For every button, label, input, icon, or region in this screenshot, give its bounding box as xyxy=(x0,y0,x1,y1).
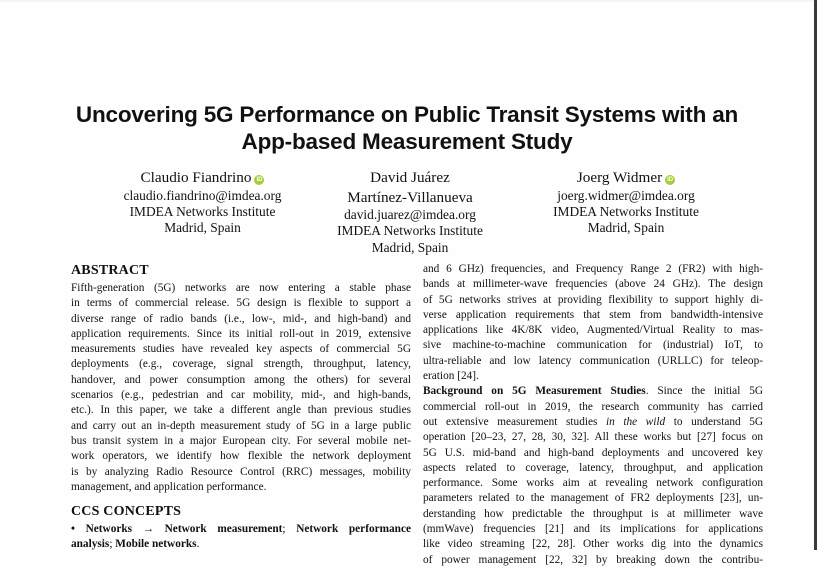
text-line: of 5G networks strives at providing flexibility to support highly di- xyxy=(423,293,763,306)
text-line: Background on 5G Measurement Studies. Since the initial 5G xyxy=(423,385,763,398)
text-line: analysis; Mobile networks. xyxy=(71,538,200,551)
author-location: Madrid, Spain xyxy=(164,220,241,236)
author-block xyxy=(305,168,515,256)
text-line: aspects related to coverage, latency, throughput, and application xyxy=(423,461,763,474)
author-name: Joerg Widmer ID xyxy=(576,169,674,186)
author-email: david.juarez@imdea.org xyxy=(344,207,476,222)
paper-title xyxy=(40,101,774,155)
text-line: derstanding how predictable the throughput is at millimeter wave xyxy=(423,507,763,520)
text-line: performance. Some works aim at revealing network configuration xyxy=(423,477,763,490)
background-run-in-heading: Background on 5G Measurement Studies xyxy=(423,385,646,398)
text-line: ultra-reliable and low latency communication (URLLC) for teleop- xyxy=(423,354,763,367)
text-line: verse application requirements that stem from bandwidth-intensive xyxy=(423,308,763,321)
author-location: Madrid, Spain xyxy=(587,220,665,236)
right-column xyxy=(423,262,763,568)
text-line: 5G U.S. mid-band and high-band deployments and uncovered key xyxy=(423,446,763,459)
text-line: applications like 4K/8K video, Augmented/Virtual Reality to mas- xyxy=(423,324,763,337)
text-line: Fifth-generation (5G) networks are now entering a stable phase xyxy=(71,282,411,294)
text-line: commercial roll-out in 2019, the research community has carried xyxy=(423,400,763,413)
author-affiliation: IMDEA Networks Institute xyxy=(337,223,483,239)
author-name: David Juárez xyxy=(370,169,450,186)
text-line: sive machine-to-machine communication for (industrial) IoT, to xyxy=(423,339,763,352)
text-line: of power management [22, 32] by breaking down the contribu- xyxy=(423,553,763,566)
intro-paragraph xyxy=(423,262,763,384)
text-line: is by analyzing Radio Resource Control (RRC) messages, mobility xyxy=(71,465,411,478)
background-paragraph xyxy=(423,384,763,568)
orcid-icon[interactable]: ID xyxy=(667,177,674,183)
text-line: parameters related to the management of FR2 deployments [23], un- xyxy=(423,492,763,505)
author-affiliation: IMDEA Networks Institute xyxy=(129,203,276,219)
orcid-icon[interactable]: ID xyxy=(256,177,263,183)
text-line: in terms of commercial release. 5G design is flexible to support a xyxy=(71,297,411,310)
title-line: App-based Measurement Study xyxy=(241,129,573,154)
text-line: and 6 GHz) frequencies, and Frequency Range 2 (FR2) with high- xyxy=(423,263,763,275)
author-affiliation: IMDEA Networks Institute xyxy=(553,203,699,219)
text-line: scenarios (e.g., pedestrian and car mobility, mid-, and high-bands, xyxy=(71,389,411,402)
text-line: • Networks → Network measurement; Network performance xyxy=(71,523,411,536)
text-line: bands at millimeter-wave frequencies (above 24 GHz). The design xyxy=(423,278,763,291)
title-line: Uncovering 5G Performance on Public Transit Systems with an xyxy=(75,102,739,127)
author-block xyxy=(100,168,305,236)
text-line: (mmWave) frequencies [21] and its implications for applications xyxy=(423,523,763,536)
left-column xyxy=(71,262,411,553)
author-name: Claudio Fiandrino ID xyxy=(140,169,263,186)
text-line: and carry out an in-depth measurement study of 5G in a large public xyxy=(71,419,411,432)
text-line: management, and application performance. xyxy=(71,480,267,493)
text-line: out extensive measurement studies in the wild to understand 5G xyxy=(423,415,764,428)
text-line: operation [20–23, 27, 28, 30, 32]. All these works but [27] focus on xyxy=(423,431,763,444)
text-line: handover, and power consumption among the others) for several xyxy=(71,373,411,386)
author-name-continued: Martínez-Villanueva xyxy=(347,188,473,206)
author-location: Madrid, Spain xyxy=(371,239,449,255)
author-email: claudio.fiandrino@imdea.org xyxy=(123,187,282,203)
text-line: work operators, we identify how flexible the network deployment xyxy=(71,450,411,463)
abstract-heading: ABSTRACT xyxy=(71,263,149,278)
author-email: joerg.widmer@imdea.org xyxy=(557,187,695,203)
ccs-heading: CCS CONCEPTS xyxy=(71,504,182,520)
text-line: eration [24]. xyxy=(423,370,479,383)
text-line: etc.). In this paper, we take a different angle than previous studies xyxy=(71,404,411,417)
abstract-text xyxy=(71,281,411,495)
ccs-concepts-text xyxy=(71,522,411,553)
text-line: measurements studies have revealed key aspects of commercial 5G xyxy=(71,343,411,356)
text-line: bus transit system in a major European city. For several mobile net- xyxy=(71,434,411,447)
text-line: diverse range of radio bands (i.e., low-, mid-, and high-band) and xyxy=(71,312,411,325)
text-line: deployments (e.g., coverage, signal strength, throughput, latency, xyxy=(71,358,411,371)
text-line: application requirements. Since its initial roll-out in 2019, extensive xyxy=(71,327,411,340)
author-block xyxy=(515,168,737,236)
text-line: like video streaming [22, 28]. Other works dig into the dynamics xyxy=(423,538,763,551)
